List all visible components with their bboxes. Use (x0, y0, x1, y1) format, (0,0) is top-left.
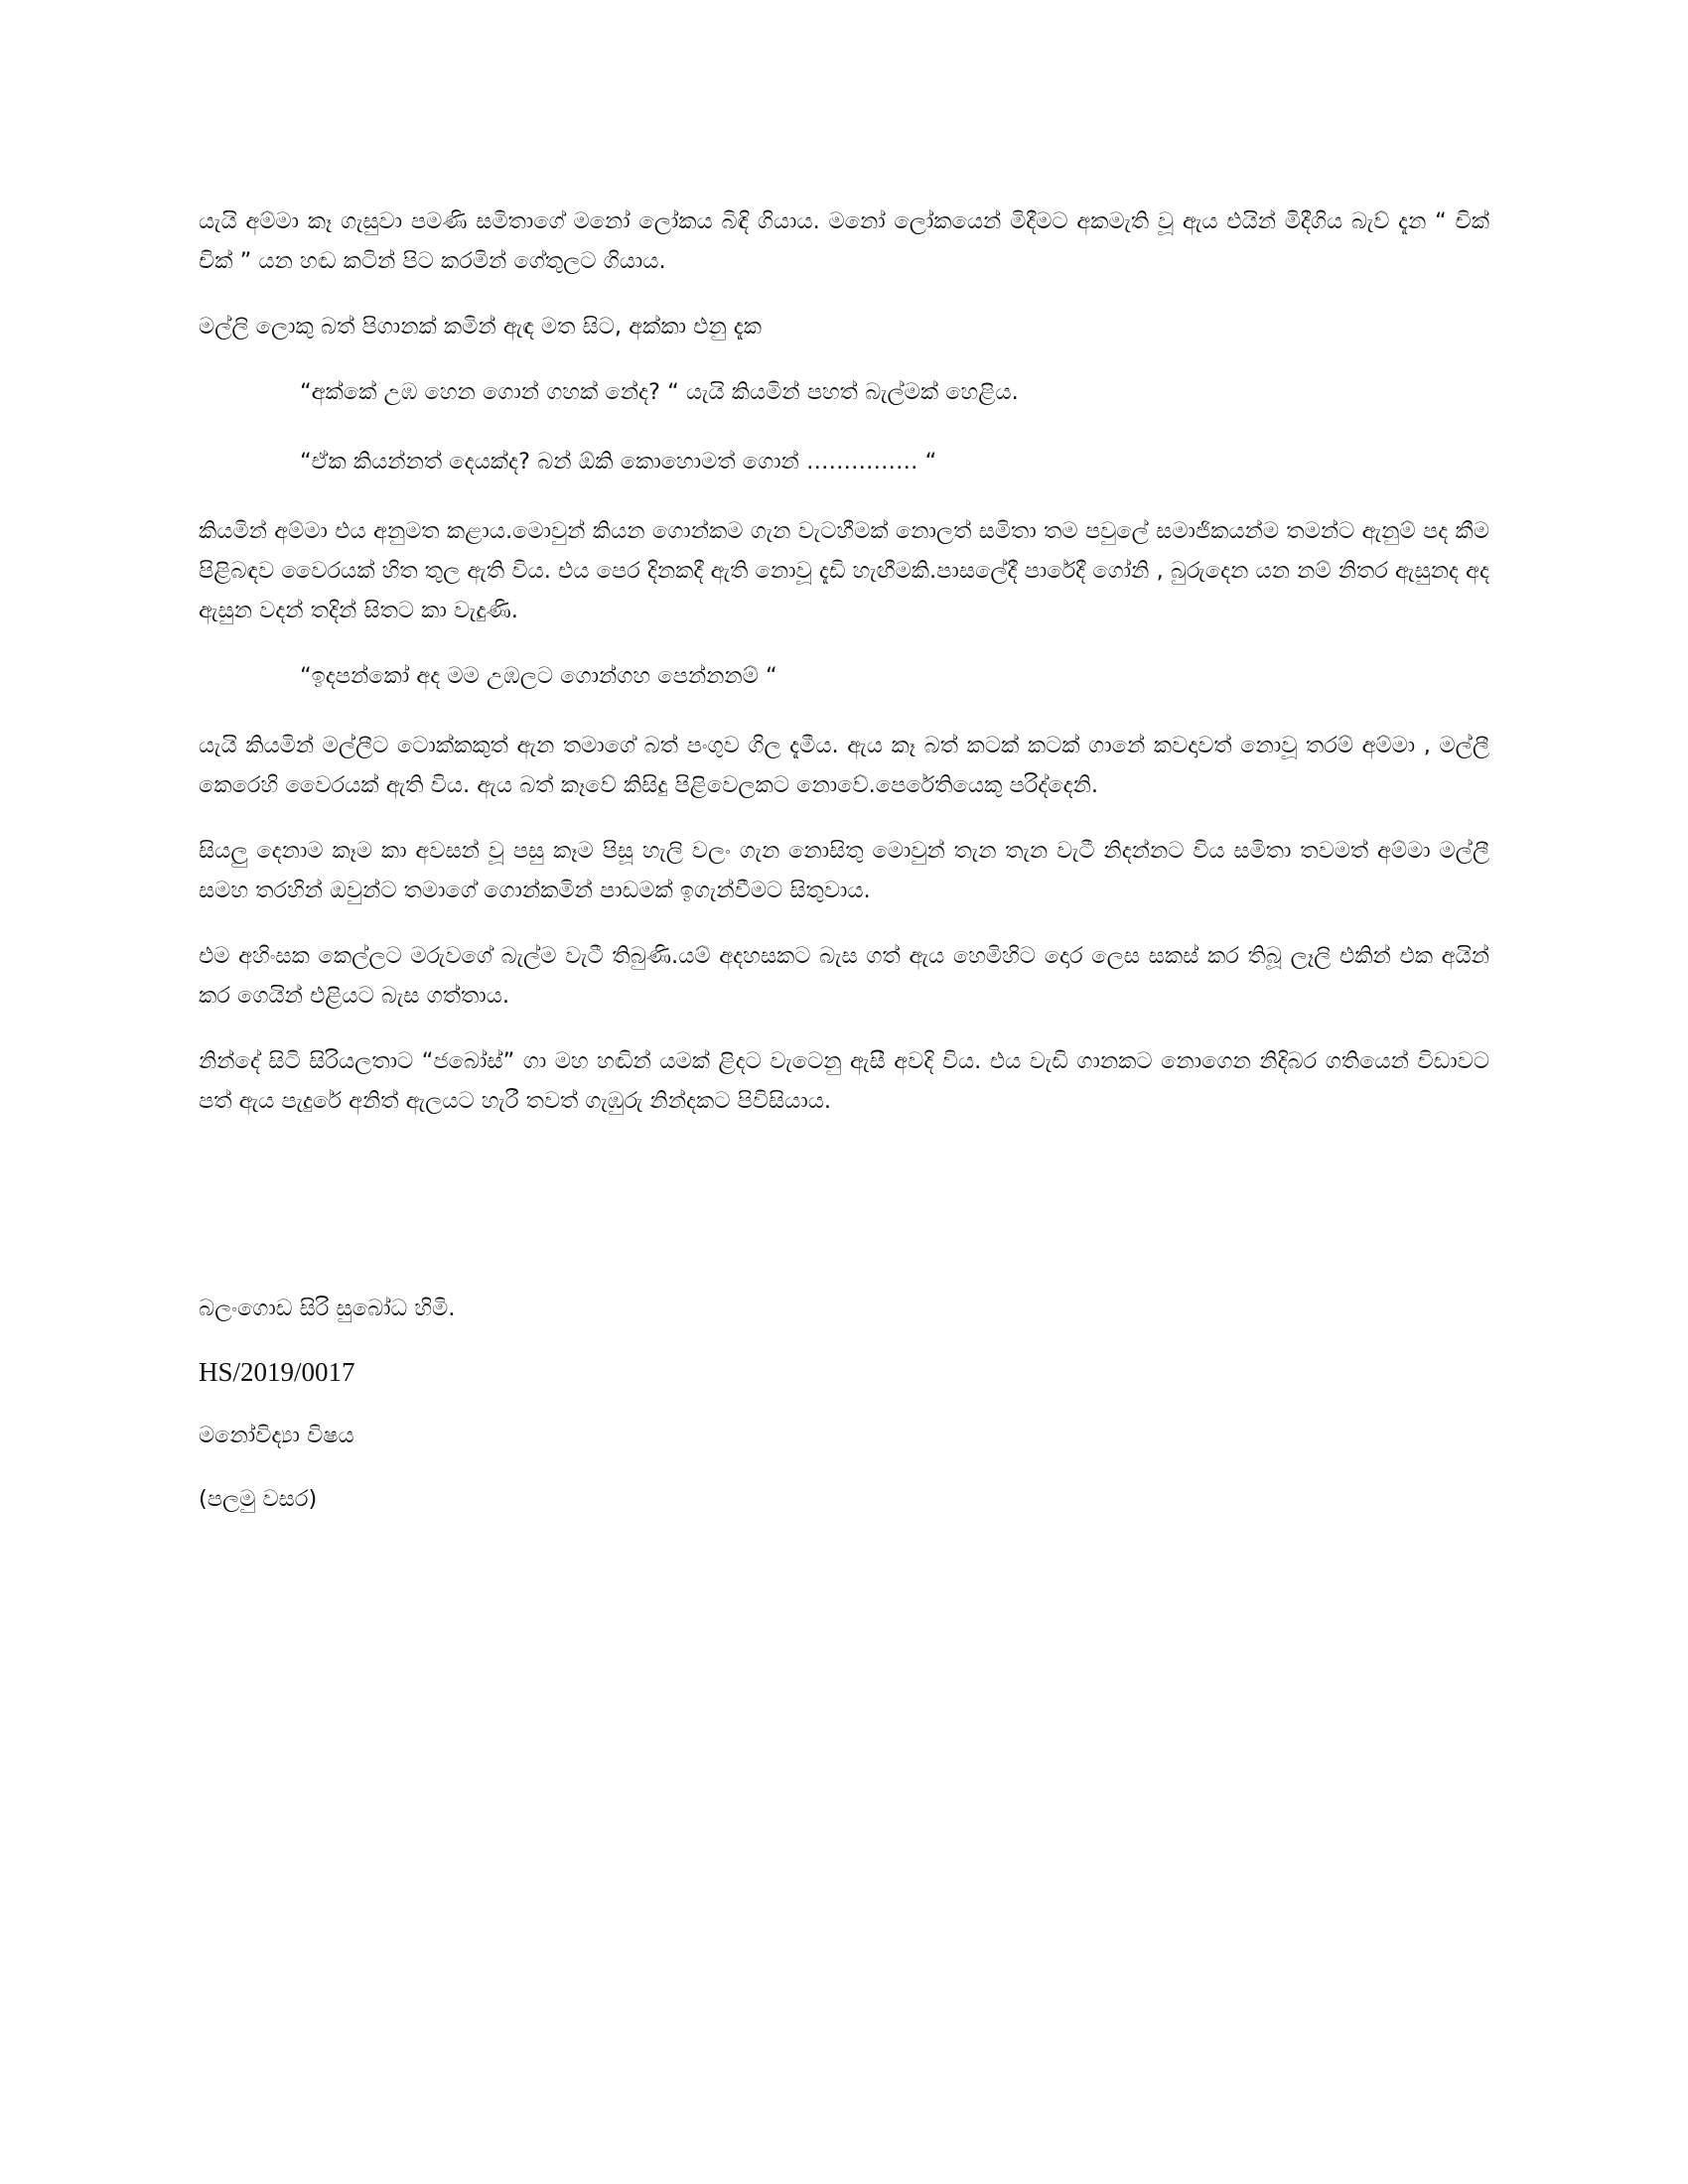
paragraph-2: මල්ලි ලොකු බත් පිගානක් කමින් ඇඳ මත සිට, අක්කා එනු දැක (199, 314, 763, 340)
student-id: HS/2019/0017 (199, 1357, 355, 1387)
paragraph-1: යැයි අම්මා කෑ ගැසුවා පමණි සමිතාගේ මනෝ ලෝකය බිඳි ගියාය. මනෝ ලෝකයෙන් මිදීමට අකමැති වූ ඇය එයින් මිදීගිය බැව් දැන “ චික් චික් ” යන හඬ කටින් පිට කරමින් ගේතුලට ගියාය. (199, 208, 1489, 274)
paragraph-6: එම අහිංසක කෙල්ලට මරුවගේ බැල්ම වැටී තිබුණි.යම් අදහසකට බැස ගත් ඇය හෙමිහිට දොර ලෙස සකස් කර තිබූ ලෑලි එකින් එක අයින් කර ගෙයින් එළියට බැස ගත්තාය. (199, 943, 1489, 1009)
dialogue-quote-1: “අක්කේ උඹ හෙන ගොන් ගහක් නේද? “ යැයි කියමින් පහත් බැල්මක් හෙළිය. (300, 379, 1019, 405)
author-signature-block (199, 1289, 894, 1543)
subject-name: මනෝවිද්‍යා විෂය (199, 1423, 354, 1448)
author-name: බලංගොඩ සිරි සුබෝධ හිමි. (199, 1296, 456, 1321)
paragraph-3: කියමින් අම්මා එය අනුමත කළාය.මොවුන් කියන ගොන්කම ගැන වැටහීමක් නොලත් සමිතා තම පවුලේ සමාජිකයන්ම තමන්ට ඇනුම් පද කීම පිළිබඳව වෛරයක් හිත තුල ඇති විය. එය පෙර දිනකදී ඇති නොවූ දැඩි හැඟීමකි.පාසලේදී පාරේදී ගෝනි , බුරුදෙන යන නම් නිතර ඇසුනද අද ඇසුන වදන් තදින් සිතට කා වැදුණි. (199, 518, 1489, 623)
paragraph-5: සියලු දෙනාම කෑම කා අවසන් වූ පසු කෑම පිසූ හැලි වලං ගැන නොසිතු මොවුන් තැන තැන වැටී නිදන්නට විය සමිතා තවමත් අම්මා මල්ලී සමහ තරහින් ඔවුන්ට තමාගේ ගොන්කමින් පාඩමක් ඉගැන්වීමට සිතුවාය. (199, 838, 1489, 903)
academic-year: (පලමු වසර) (199, 1486, 318, 1512)
story-body (199, 202, 1489, 1147)
dialogue-quote-3: “ඉදපන්කෝ අද මම උඹලට ගොන්ගහ පෙන්නනම් “ (300, 663, 777, 689)
dialogue-quote-2: “ඒක කියන්නත් දෙයක්ද? බන් ඕකි කොහොමත් ගොන් …………… “ (300, 449, 937, 475)
paragraph-7: නින්දේ සිටි සිරියලතාට “ජබෝස්” ගා මහ හඬින් යමක් ළිදට වැටෙනු ඇසී අවදි විය. එය වැඩි ගානකට නොගෙන නිදිබර ගතියෙන් විඩාවට පත් ඇය පැදුරේ අනිත් ඇලයට හැරී තවත් ගැඹුරු නින්දකට පිවිසියාය. (199, 1048, 1489, 1114)
paragraph-4: යැයි කියමින් මල්ලීට ටොක්කකුත් ඇන තමාගේ බත් පංගුව ගිල දැමීය. ඇය කෑ බත් කටක් කටක් ගානේ කවදාවත් නොවූ තරම් අම්මා , මල්ලී කෙරෙහි වෛරයක් ඇති විය. ඇය බත් කෑවේ කිසිදු පිළිවෙලකට නොවේ.පෙරේතියෙකු පරිද්දෙනි. (199, 733, 1489, 798)
